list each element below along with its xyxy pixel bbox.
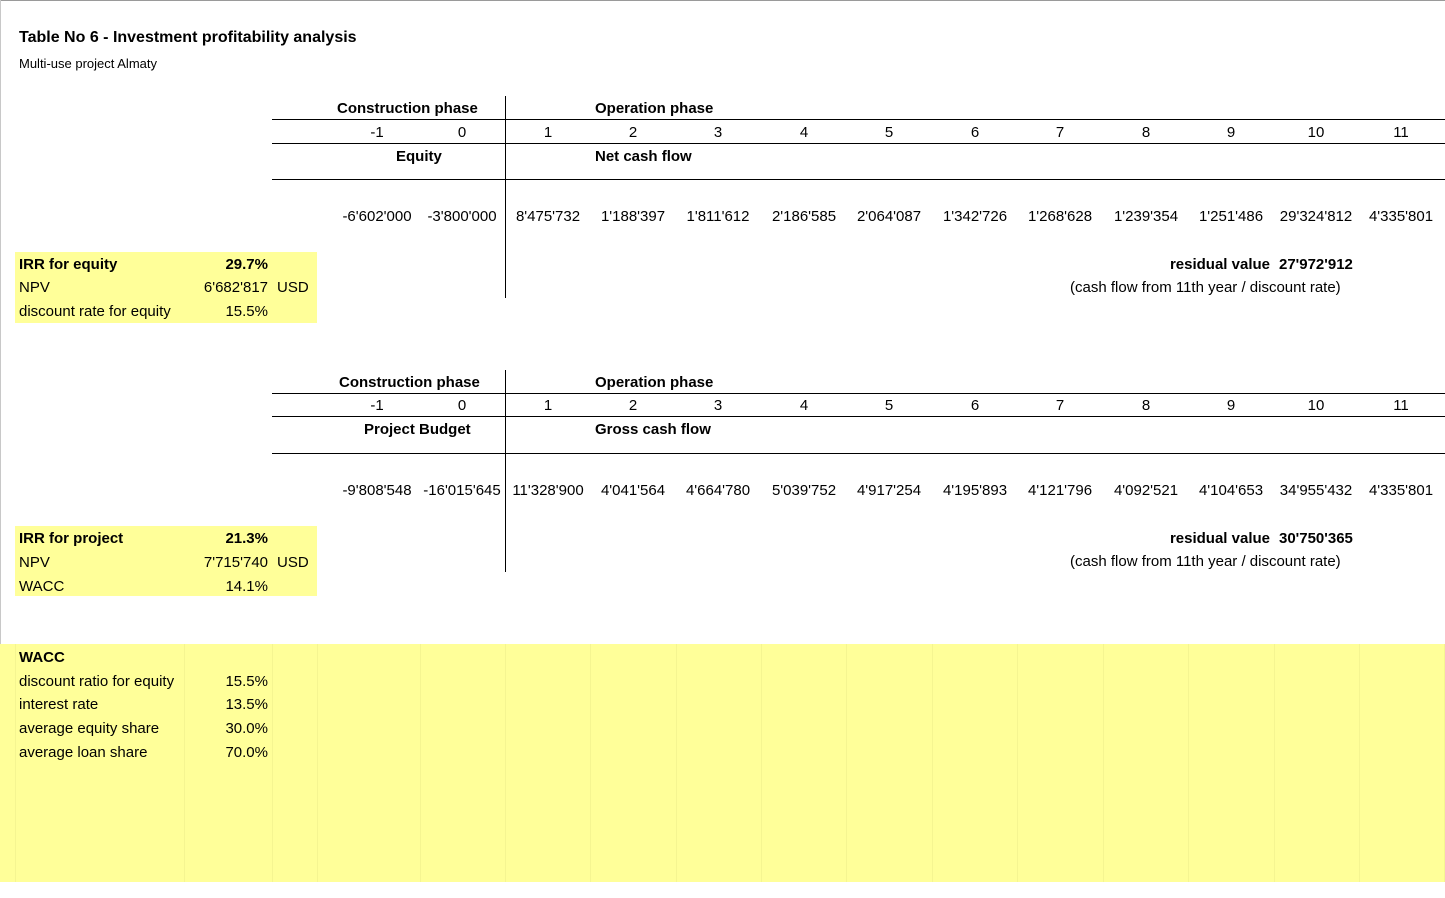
grid-line-vertical	[272, 644, 273, 882]
wacc-project-label: WACC	[19, 578, 65, 595]
cash-flow-cell: 34'955'432	[1279, 482, 1353, 499]
year-header: 7	[1055, 124, 1065, 141]
t1-header-rule-2	[272, 143, 1445, 144]
cash-flow-cell: 4'092'521	[1113, 482, 1179, 499]
cash-flow-cell: 4'917'254	[856, 482, 922, 499]
t2-project-budget-label: Project Budget	[364, 421, 471, 438]
grid-line-vertical	[1274, 644, 1275, 882]
t1-phase-divider	[505, 96, 506, 298]
cash-flow-cell: 4'335'801	[1368, 482, 1434, 499]
grid-line-vertical	[676, 644, 677, 882]
grid-line-vertical	[590, 644, 591, 882]
t2-gross-cash-flow-label: Gross cash flow	[595, 421, 711, 438]
year-header: 11	[1393, 124, 1409, 141]
cash-flow-cell: 8'475'732	[515, 208, 581, 225]
year-header: 10	[1307, 397, 1325, 414]
irr-equity-value: 29.7%	[225, 256, 268, 273]
cash-flow-cell: 1'188'397	[600, 208, 666, 225]
wacc-section-title: WACC	[19, 649, 65, 666]
grid-line-vertical	[420, 644, 421, 882]
discount-rate-equity-value: 15.5%	[225, 303, 268, 320]
npv-equity-unit: USD	[277, 279, 309, 296]
grid-line-vertical	[846, 644, 847, 882]
page-subtitle: Multi-use project Almaty	[19, 56, 157, 71]
irr-equity-label: IRR for equity	[19, 256, 118, 273]
npv-project-value: 7'715'740	[203, 554, 268, 571]
year-header: 9	[1226, 397, 1236, 414]
year-header: 3	[713, 124, 723, 141]
wacc-row-label: average loan share	[19, 744, 148, 761]
year-header: 6	[970, 124, 980, 141]
cash-flow-cell: 4'195'893	[942, 482, 1008, 499]
year-header: 5	[884, 397, 894, 414]
wacc-row-value: 30.0%	[225, 720, 268, 737]
t1-net-cash-flow-label: Net cash flow	[595, 148, 692, 165]
t2-header-rule-2	[272, 416, 1445, 417]
t2-header-rule-1	[272, 393, 1445, 394]
grid-line-vertical	[317, 644, 318, 882]
cash-flow-cell: -6'602'000	[342, 208, 412, 225]
cash-flow-cell: -3'800'000	[427, 208, 497, 225]
grid-line-vertical	[1103, 644, 1104, 882]
t1-header-rule-1	[272, 119, 1445, 120]
npv-equity-label: NPV	[19, 279, 50, 296]
grid-line-vertical	[1017, 644, 1018, 882]
year-header: 0	[457, 124, 467, 141]
wacc-row-value: 13.5%	[225, 696, 268, 713]
t2-residual-value: 30'750'365	[1279, 530, 1353, 547]
year-header: 9	[1226, 124, 1236, 141]
wacc-row-label: average equity share	[19, 720, 160, 737]
irr-project-value: 21.3%	[225, 530, 268, 547]
t1-header-rule-3	[272, 179, 1445, 180]
grid-line-vertical	[1359, 644, 1360, 882]
t1-equity-label: Equity	[396, 148, 442, 165]
cash-flow-cell: 4'335'801	[1368, 208, 1434, 225]
t1-operation-phase-header: Operation phase	[595, 100, 714, 117]
wacc-project-value: 14.1%	[225, 578, 268, 595]
grid-line-vertical	[1188, 644, 1189, 882]
year-header: 6	[970, 397, 980, 414]
cash-flow-cell: 1'342'726	[942, 208, 1008, 225]
cash-flow-cell: -9'808'548	[342, 482, 412, 499]
t1-residual-value: 27'972'912	[1279, 256, 1353, 273]
t1-residual-value-label: residual value	[1169, 256, 1270, 273]
year-header: 5	[884, 124, 894, 141]
year-header: 8	[1141, 124, 1151, 141]
cash-flow-cell: 1'811'612	[686, 208, 750, 225]
cash-flow-cell: 4'121'796	[1027, 482, 1093, 499]
year-header: -1	[370, 124, 384, 141]
cash-flow-cell: 5'039'752	[771, 482, 837, 499]
cash-flow-cell: 2'064'087	[856, 208, 922, 225]
t2-operation-phase-header: Operation phase	[595, 374, 714, 391]
cash-flow-cell: 4'041'564	[600, 482, 666, 499]
year-header: 3	[713, 397, 723, 414]
t2-header-rule-3	[272, 453, 1445, 454]
cash-flow-cell: 1'268'628	[1027, 208, 1093, 225]
year-header: 4	[799, 397, 809, 414]
t2-residual-value-label: residual value	[1169, 530, 1270, 547]
year-header: 0	[457, 397, 467, 414]
grid-line-vertical	[15, 644, 16, 882]
year-header: 10	[1307, 124, 1325, 141]
sheet-top-border	[0, 0, 1445, 1]
cash-flow-cell: 4'664'780	[685, 482, 751, 499]
wacc-row-label: discount ratio for equity	[19, 673, 175, 690]
cash-flow-cell: 11'328'900	[512, 482, 584, 499]
npv-project-label: NPV	[19, 554, 50, 571]
year-header: 1	[543, 397, 553, 414]
t2-phase-divider	[505, 370, 506, 572]
wacc-row-label: interest rate	[19, 696, 99, 713]
t1-residual-note: (cash flow from 11th year / discount rate)	[1070, 279, 1341, 296]
cash-flow-cell: 1'239'354	[1113, 208, 1179, 225]
cash-flow-cell: 2'186'585	[771, 208, 837, 225]
t1-construction-phase-header: Construction phase	[337, 100, 478, 117]
wacc-row-value: 15.5%	[225, 673, 268, 690]
cash-flow-cell: 4'104'653	[1198, 482, 1264, 499]
cash-flow-cell: -16'015'645	[423, 482, 501, 499]
year-header: 2	[628, 124, 638, 141]
year-header: 7	[1055, 397, 1065, 414]
npv-equity-value: 6'682'817	[203, 279, 268, 296]
grid-line-vertical	[505, 644, 506, 882]
year-header: 4	[799, 124, 809, 141]
wacc-row-value: 70.0%	[225, 744, 268, 761]
discount-rate-equity-label: discount rate for equity	[19, 303, 171, 320]
grid-line-vertical	[761, 644, 762, 882]
npv-project-unit: USD	[277, 554, 309, 571]
t2-construction-phase-header: Construction phase	[339, 374, 480, 391]
year-header: 8	[1141, 397, 1151, 414]
t2-residual-note: (cash flow from 11th year / discount rate)	[1070, 553, 1341, 570]
page-title: Table No 6 - Investment profitability analysis	[19, 29, 357, 46]
year-header: 1	[543, 124, 553, 141]
grid-line-vertical	[932, 644, 933, 882]
year-header: 2	[628, 397, 638, 414]
year-header: -1	[370, 397, 384, 414]
year-header: 11	[1393, 397, 1409, 414]
cash-flow-cell: 1'251'486	[1198, 208, 1264, 225]
cash-flow-cell: 29'324'812	[1279, 208, 1353, 225]
irr-project-label: IRR for project	[19, 530, 124, 547]
